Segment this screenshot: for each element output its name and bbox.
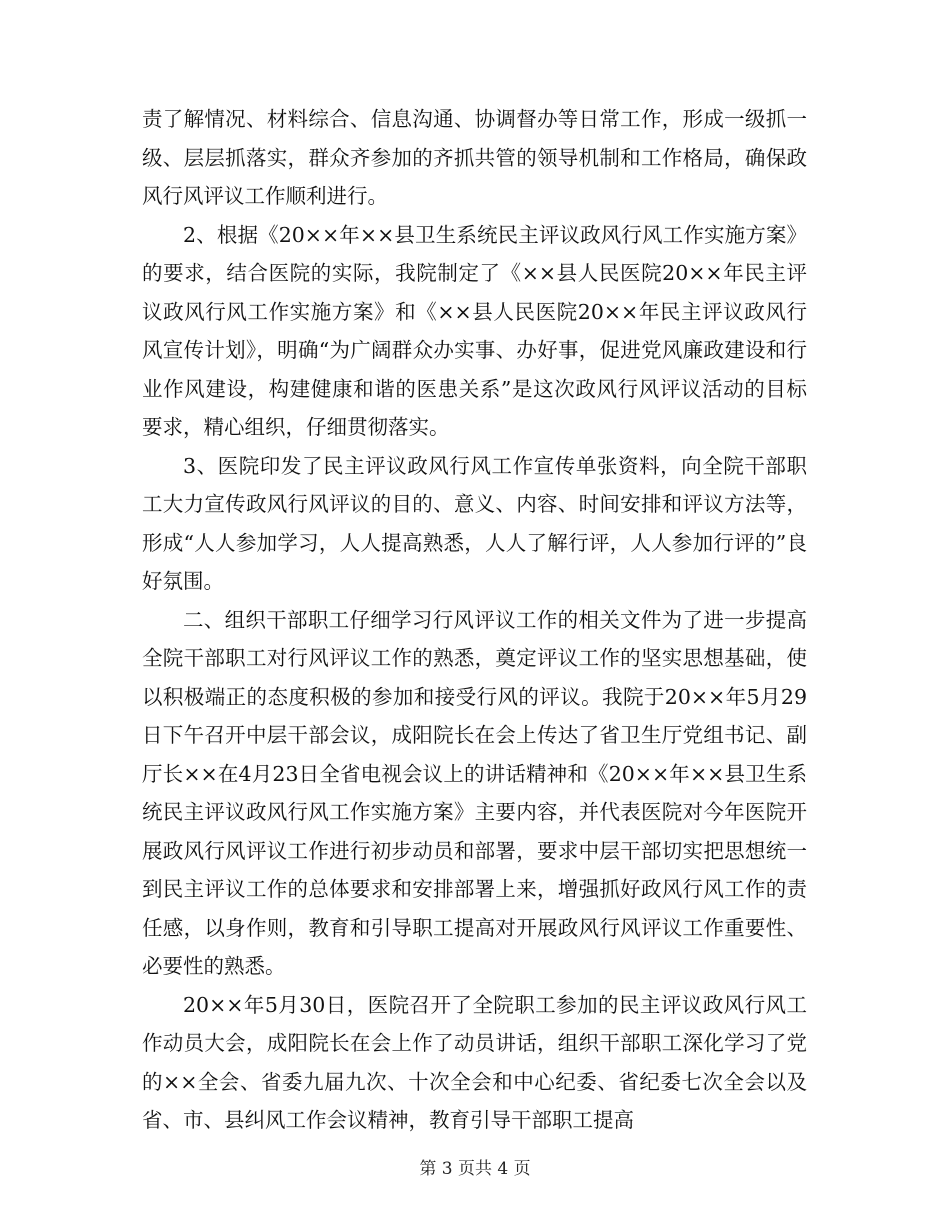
paragraph-4: 二、组织干部职工仔细学习行风评议工作的相关文件为了进一步提高全院干部职工对行风评议工作的熟悉，奠定评议工作的坚实思想基础，使以积极端正的态度积极的参加和接受行风的评议。我院于20××年5月29日下午召开中层干部会议，成阳院长在会上传达了省卫生厅党组书记、副厅长××在4月23日全省电视会议上的讲话精神和《20××年××县卫生系统民主评议政风行风工作实施方案》主要内容，并代表医院对今年医院开展政风行风评议工作进行初步动员和部署，要求中层干部切实把思想统一到民主评议工作的总体要求和安排部署上来，增强抓好政风行风工作的责任感，以身作则，教育和引导职工提高对开展政风行风评议工作重要性、必要性的熟悉。 xyxy=(142,607,807,978)
document-body xyxy=(142,100,807,1140)
paragraph-1: 责了解情况、材料综合、信息沟通、协调督办等日常工作，形成一级抓一级、层层抓落实，群众齐参加的齐抓共管的领导机制和工作格局，确保政风行风评议工作顺利进行。 xyxy=(142,107,807,208)
paragraph-5: 20××年5月30日，医院召开了全院职工参加的民主评议政风行风工作动员大会，成阳院长在会上作了动员讲话，组织干部职工深化学习了党的××全会、省委九届九次、十次全会和中心纪委、省纪委七次全会以及省、市、县纠风工作会议精神，教育引导干部职工提高 xyxy=(142,992,807,1132)
paragraph-3: 3、医院印发了民主评议政风行风工作宣传单张资料，向全院干部职工大力宣传政风行风评议的目的、意义、内容、时间安排和评议方法等，形成“人人参加学习，人人提高熟悉，人人了解行评，人人参加行评的”良好氛围。 xyxy=(142,453,807,593)
page-number-footer: 第 3 页共 4 页 xyxy=(419,1159,531,1179)
paragraph-2: 2、根据《20××年××县卫生系统民主评议政风行风工作实施方案》的要求，结合医院的实际，我院制定了《××县人民医院20××年民主评议政风行风工作实施方案》和《××县人民医院20××年民主评议政风行风宣传计划》，明确“为广阔群众办实事、办好事，促进党风廉政建设和行业作风建设，构建健康和谐的医患关系”是这次政风行风评议活动的目标要求，精心组织，仔细贯彻落实。 xyxy=(142,222,807,439)
